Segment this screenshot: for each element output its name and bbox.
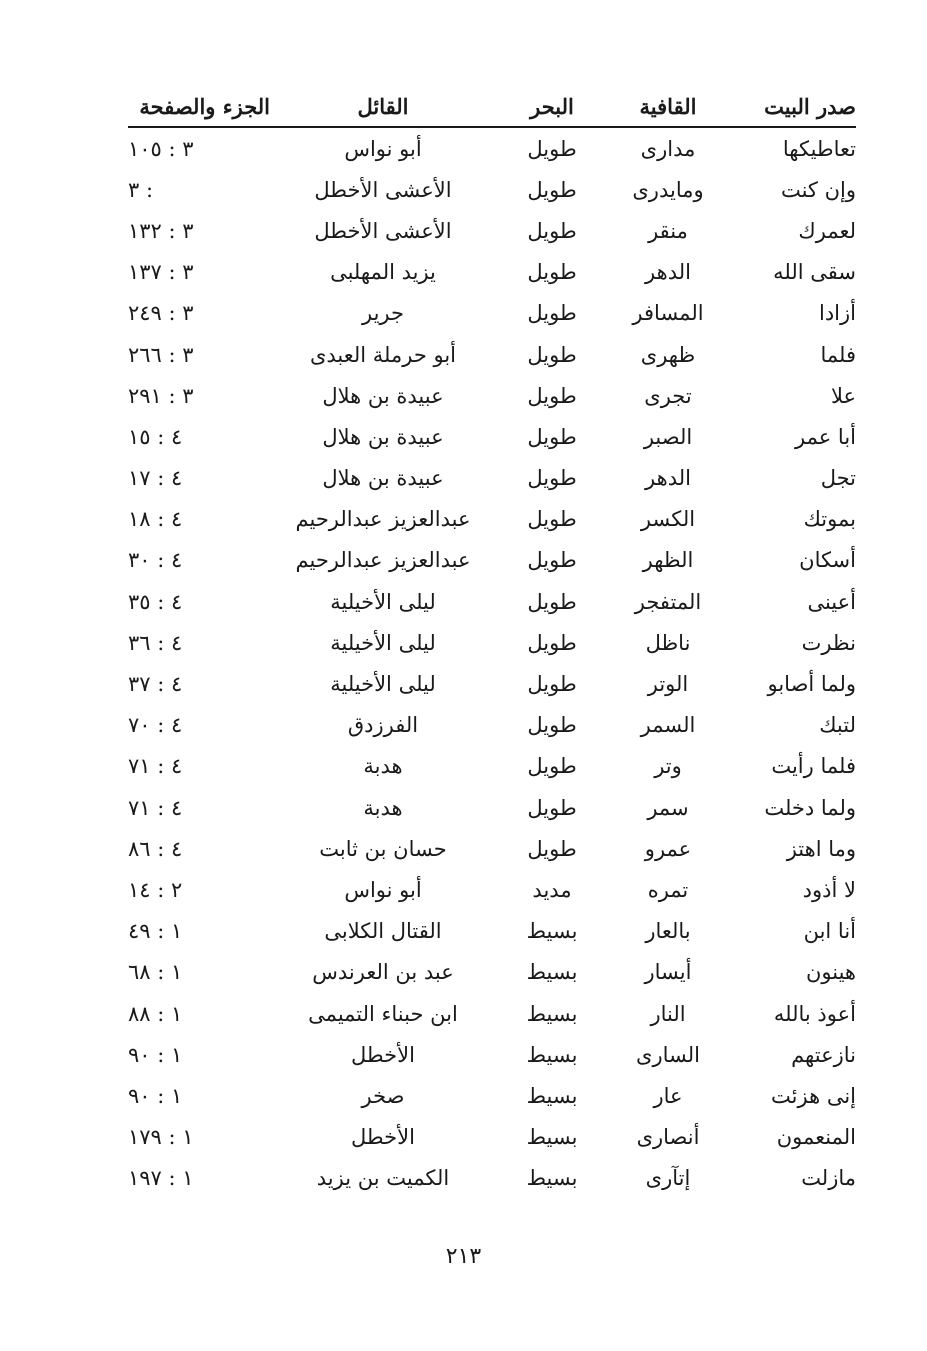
cell-poet: الأخطل	[351, 1125, 415, 1150]
table-row	[128, 458, 856, 499]
cell-poet: ليلى الأخيلية	[330, 630, 436, 655]
cell-poet: أبو نواس	[344, 877, 422, 902]
cell-meter: طويل	[527, 260, 577, 285]
table-row	[128, 416, 856, 457]
cell-poet: القتال الكلابى	[324, 919, 442, 944]
cell-verse: أزادا	[819, 301, 856, 326]
table-row	[128, 622, 856, 663]
cell-poet: الأعشى الأخطل	[314, 177, 452, 202]
cell-verse: علا	[830, 383, 856, 408]
cell-meter: مديد	[532, 877, 572, 902]
header-poet: القائل	[270, 86, 496, 127]
cell-meter: بسيط	[526, 1166, 578, 1191]
cell-verse: أعوذ بالله	[773, 1001, 856, 1026]
cell-rhyme: الكسر	[640, 507, 696, 532]
table-row	[128, 375, 856, 416]
table-row	[128, 705, 856, 746]
cell-poet: أبو حرملة العبدى	[309, 342, 457, 367]
cell-ref: ٤ : ١٥	[128, 424, 183, 449]
cell-ref: ١ : ١٧٩	[128, 1125, 194, 1150]
cell-ref: ٤ : ٧١	[128, 795, 183, 820]
cell-meter: طويل	[527, 836, 577, 861]
cell-poet: الأخطل	[351, 1042, 415, 1067]
page-number: ٢١٣	[445, 1244, 482, 1269]
cell-verse: فلما رأيت	[771, 754, 856, 779]
header-ref: الجزء والصفحة	[128, 86, 270, 127]
cell-verse: نازعتهم	[791, 1042, 856, 1067]
cell-ref: ٤ : ٣٠	[128, 548, 183, 573]
cell-meter: بسيط	[526, 1042, 578, 1067]
cell-poet: جرير	[362, 301, 404, 326]
cell-rhyme: مدارى	[640, 136, 696, 161]
cell-ref: ٣ : ٢٩١	[128, 383, 194, 408]
cell-verse: أسكان	[799, 548, 856, 573]
table-row	[128, 210, 856, 251]
cell-rhyme: سمر	[647, 795, 689, 820]
cell-meter: بسيط	[526, 1083, 578, 1108]
cell-rhyme: أنصارى	[636, 1125, 700, 1150]
table-row	[128, 169, 856, 210]
cell-poet: صخر	[361, 1083, 405, 1108]
cell-meter: طويل	[527, 589, 577, 614]
cell-rhyme: النار	[650, 1001, 686, 1026]
cell-verse: تجل	[820, 466, 856, 491]
cell-poet: ليلى الأخيلية	[330, 589, 436, 614]
cell-rhyme: أيسار	[644, 960, 692, 985]
cell-verse: المنعمون	[776, 1125, 856, 1150]
cell-poet: عبدالعزيز عبدالرحيم	[295, 507, 471, 532]
cell-ref: ١ : ٨٨	[128, 1001, 183, 1026]
cell-rhyme: الصبر	[643, 424, 693, 449]
cell-rhyme: عمرو	[644, 836, 692, 861]
cell-meter: طويل	[527, 466, 577, 491]
cell-verse: مازلت	[801, 1166, 856, 1191]
table-row	[128, 993, 856, 1034]
cell-ref: ٢ : ١٤	[128, 877, 183, 902]
cell-ref: ١ : ٤٩	[128, 919, 183, 944]
poetry-index-table	[128, 86, 856, 1199]
cell-poet: الكميت بن يزيد	[316, 1166, 450, 1191]
cell-meter: طويل	[527, 383, 577, 408]
cell-rhyme: الدهر	[645, 466, 691, 491]
cell-verse: ولما دخلت	[764, 795, 856, 820]
cell-meter: طويل	[527, 301, 577, 326]
cell-meter: طويل	[527, 754, 577, 779]
cell-ref: ٤ : ٣٧	[128, 672, 183, 697]
cell-meter: طويل	[527, 672, 577, 697]
table-row	[128, 952, 856, 993]
cell-ref: ٣ : ١٣٢	[128, 218, 194, 243]
cell-verse: لعمرك	[798, 218, 856, 243]
cell-meter: طويل	[527, 218, 577, 243]
table-row	[128, 746, 856, 787]
table-row	[128, 293, 856, 334]
cell-ref: ٤ : ٧٠	[128, 713, 183, 738]
cell-poet: عبيدة بن هلال	[322, 466, 444, 491]
table-row	[128, 911, 856, 952]
cell-rhyme: تمره	[647, 877, 689, 902]
cell-poet: الأعشى الأخطل	[314, 218, 452, 243]
cell-poet: هدبة	[363, 754, 403, 779]
table-row	[128, 828, 856, 869]
cell-rhyme: المتفجر	[634, 589, 702, 614]
cell-poet: حسان بن ثابت	[319, 836, 447, 861]
cell-ref: ٣ : ٢٤٩	[128, 301, 194, 326]
cell-rhyme: عار	[653, 1083, 683, 1108]
table-row	[128, 1117, 856, 1158]
cell-verse: تعاطيكها	[782, 136, 856, 161]
cell-meter: بسيط	[526, 960, 578, 985]
cell-verse: فلما	[820, 342, 856, 367]
cell-meter: بسيط	[526, 919, 578, 944]
cell-ref: ٤ : ١٨	[128, 507, 183, 532]
cell-rhyme: ناظل	[645, 630, 691, 655]
header-meter: البحر	[496, 86, 608, 127]
cell-rhyme: بالعار	[645, 919, 691, 944]
cell-meter: طويل	[527, 507, 577, 532]
cell-rhyme: السمر	[640, 713, 696, 738]
table-row	[128, 581, 856, 622]
cell-poet: عبيدة بن هلال	[322, 424, 444, 449]
cell-verse: لتبك	[819, 713, 856, 738]
cell-ref: ٣ :	[128, 177, 154, 202]
cell-rhyme: منقر	[648, 218, 688, 243]
cell-rhyme: الظهر	[642, 548, 694, 573]
cell-poet: الفرزدق	[347, 713, 419, 738]
cell-rhyme: الدهر	[645, 260, 691, 285]
table-row	[128, 252, 856, 293]
table-row	[128, 334, 856, 375]
cell-ref: ٤ : ٣٥	[128, 589, 183, 614]
cell-meter: طويل	[527, 795, 577, 820]
table-row	[128, 127, 856, 169]
cell-poet: أبو نواس	[344, 136, 422, 161]
cell-ref: ٣ : ١٣٧	[128, 260, 194, 285]
cell-meter: بسيط	[526, 1125, 578, 1150]
header-verse: صدر البيت	[728, 86, 856, 127]
cell-ref: ١ : ٩٠	[128, 1042, 183, 1067]
table-header-row	[128, 86, 856, 127]
cell-verse: نظرت	[801, 630, 856, 655]
cell-poet: عبد بن العرندس	[312, 960, 454, 985]
cell-ref: ٤ : ١٧	[128, 466, 183, 491]
cell-rhyme: السارى	[636, 1042, 700, 1067]
cell-rhyme: ومايدرى	[632, 177, 704, 202]
cell-verse: لا أذود	[802, 877, 856, 902]
table-row	[128, 1034, 856, 1075]
cell-poet: عبدالعزيز عبدالرحيم	[295, 548, 471, 573]
table-body	[128, 127, 856, 1199]
cell-poet: يزيد المهلبى	[330, 260, 436, 285]
cell-verse: بموتك	[803, 507, 856, 532]
table-row	[128, 1075, 856, 1116]
cell-poet: هدبة	[363, 795, 403, 820]
table-row	[128, 663, 856, 704]
cell-verse: أعينى	[807, 589, 856, 614]
cell-rhyme: الوتر	[647, 672, 689, 697]
cell-verse: ولما أصابو	[767, 672, 856, 697]
table-row	[128, 540, 856, 581]
cell-ref: ١ : ١٩٧	[128, 1166, 194, 1191]
cell-meter: طويل	[527, 424, 577, 449]
cell-meter: بسيط	[526, 1001, 578, 1026]
cell-meter: طويل	[527, 342, 577, 367]
cell-ref: ٣ : ١٠٥	[128, 136, 194, 161]
table-row	[128, 499, 856, 540]
cell-meter: طويل	[527, 713, 577, 738]
cell-ref: ٤ : ٧١	[128, 754, 183, 779]
cell-verse: أنا ابن	[803, 919, 856, 944]
cell-rhyme: تجرى	[644, 383, 692, 408]
cell-verse: وإن كنت	[780, 177, 856, 202]
cell-meter: طويل	[527, 177, 577, 202]
cell-verse: وما اهتز	[786, 836, 856, 861]
cell-verse: إنى هزئت	[771, 1083, 856, 1108]
cell-meter: طويل	[527, 630, 577, 655]
header-rhyme: القافية	[608, 86, 728, 127]
cell-rhyme: وتر	[654, 754, 682, 779]
table-row	[128, 869, 856, 910]
cell-meter: طويل	[527, 548, 577, 573]
cell-ref: ٤ : ٨٦	[128, 836, 183, 861]
cell-meter: طويل	[527, 136, 577, 161]
cell-ref: ٣ : ٢٦٦	[128, 342, 194, 367]
cell-verse: هينون	[805, 960, 856, 985]
cell-rhyme: ظهرى	[640, 342, 696, 367]
cell-verse: أبا عمر	[794, 424, 856, 449]
table-row	[128, 1158, 856, 1199]
cell-ref: ١ : ٩٠	[128, 1083, 183, 1108]
cell-poet: ابن حبناء التميمى	[308, 1001, 458, 1026]
cell-rhyme: إتآرى	[645, 1166, 691, 1191]
cell-ref: ١ : ٦٨	[128, 960, 183, 985]
cell-verse: سقى الله	[773, 260, 856, 285]
cell-rhyme: المسافر	[632, 301, 704, 326]
cell-poet: ليلى الأخيلية	[330, 672, 436, 697]
cell-ref: ٤ : ٣٦	[128, 630, 183, 655]
table-row	[128, 787, 856, 828]
cell-poet: عبيدة بن هلال	[322, 383, 444, 408]
